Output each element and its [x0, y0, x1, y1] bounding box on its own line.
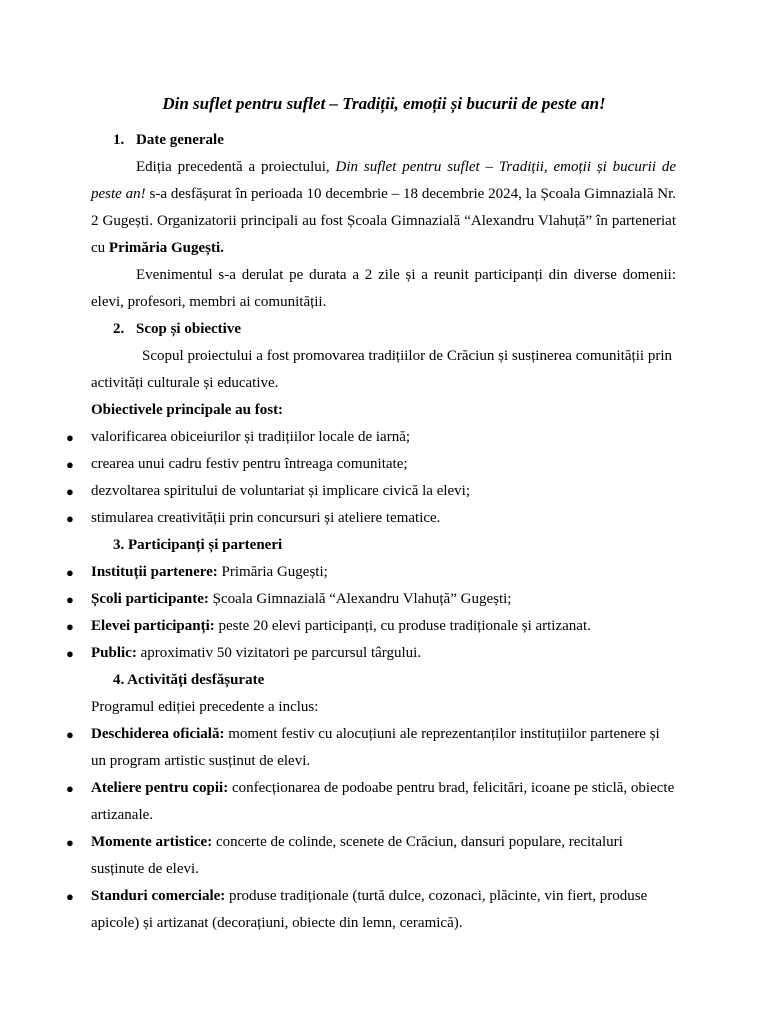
- partner-name: Primăria Gugești.: [108, 240, 224, 256]
- list-item: ● Elevei participanți: peste 20 elevi participanți, cu produse tradiționale și artizanat.: [0, 613, 768, 640]
- bullet-icon: ●: [66, 457, 74, 472]
- bullet-icon: ●: [66, 781, 74, 796]
- section-2-title: Scop și obiective: [136, 321, 241, 337]
- bullet-icon: ●: [66, 889, 74, 904]
- paragraph-line: Evenimentul s-a derulat pe durata a 2 zile și a reunit participanți din diverse domenii:: [136, 267, 676, 283]
- bullet-icon: ●: [66, 835, 74, 850]
- section-2-heading: [0, 316, 768, 343]
- bullet-icon: ●: [66, 430, 74, 445]
- list-item: ● crearea unui cadru festiv pentru întreaga comunitate;: [0, 451, 768, 478]
- section-1-number: 1.: [113, 132, 125, 148]
- bullet-icon: ●: [66, 592, 74, 607]
- list-item: ● stimularea creativității prin concursuri și ateliere tematice.: [0, 505, 768, 532]
- bullet-icon: ●: [66, 619, 74, 634]
- list-item: ● Ateliere pentru copii: confecționarea de podoabe pentru brad, felicitări, icoane pe sticlă, obiecte: [0, 775, 768, 802]
- list-item: ● Școli participante: Școala Gimnazială “Alexandru Vlahuță” Gugești;: [0, 586, 768, 613]
- section-4-intro: Programul ediției precedente a inclus:: [91, 699, 319, 715]
- list-item: ● Momente artistice: concerte de colinde, scenete de Crăciun, dansuri populare, recitaluri: [0, 829, 768, 856]
- paragraph-line: peste an! s-a desfășurat în perioada 10 decembrie – 18 decembrie 2024, la Școala Gimnazială Nr.: [91, 186, 677, 202]
- paragraph-line: activități culturale și educative.: [91, 375, 279, 391]
- bullet-icon: ●: [66, 727, 74, 742]
- section-1-heading: [0, 127, 768, 154]
- list-item: ● Standuri comerciale: produse tradiționale (turtă dulce, cozonaci, plăcinte, vin fiert, produse: [0, 883, 768, 910]
- section-2-number: 2.: [113, 321, 125, 337]
- bullet-icon: ●: [66, 484, 74, 499]
- document-body: [0, 127, 768, 937]
- bullet-icon: ●: [66, 565, 74, 580]
- paragraph-line: Ediția precedentă a proiectului, Din suflet pentru suflet – Tradiții, emoții și bucurii de: [136, 159, 676, 175]
- list-item-continuation: un program artistic susținut de elevi.: [91, 753, 311, 769]
- paragraph-line: cu Primăria Gugești.: [91, 240, 224, 256]
- document-title: Din suflet pentru suflet – Tradiții, emoții și bucurii de peste an!: [162, 94, 606, 113]
- bullet-icon: ●: [66, 511, 74, 526]
- paragraph-line: elevi, profesori, membri ai comunității.: [91, 294, 327, 310]
- list-item-continuation: susținute de elevi.: [91, 861, 199, 877]
- list-item: ● Instituții partenere: Primăria Gugești;: [0, 559, 768, 586]
- list-item: ● Public: aproximativ 50 vizitatori pe parcursul târgului.: [0, 640, 768, 667]
- paragraph-line: 2 Gugești. Organizatorii principali au fost Școala Gimnazială “Alexandru Vlahuță” în parteneriat: [91, 213, 676, 229]
- project-title-italic: Din suflet pentru suflet – Tradiții, emoții și bucurii de: [335, 159, 676, 175]
- objectives-label: Obiectivele principale au fost:: [91, 402, 284, 418]
- section-4-heading: 4. Activități desfășurate: [113, 672, 265, 688]
- list-item: ● valorificarea obiceiurilor și tradițiilor locale de iarnă;: [0, 424, 768, 451]
- section-1-title: Date generale: [136, 132, 224, 148]
- list-item: ● dezvoltarea spiritului de voluntariat și implicare civică la elevi;: [0, 478, 768, 505]
- list-item-continuation: apicole) și artizanat (decorațiuni, obiecte din lemn, ceramică).: [91, 915, 463, 931]
- list-item: ● Deschiderea oficială: moment festiv cu alocuțiuni ale reprezentanților instituțiilor partenere și: [0, 721, 768, 748]
- paragraph-line: Scopul proiectului a fost promovarea tradițiilor de Crăciun și susținerea comunității prin: [142, 348, 672, 364]
- bullet-icon: ●: [66, 646, 74, 661]
- list-item-continuation: artizanale.: [91, 807, 154, 823]
- section-3-heading: 3. Participanți și parteneri: [113, 537, 283, 553]
